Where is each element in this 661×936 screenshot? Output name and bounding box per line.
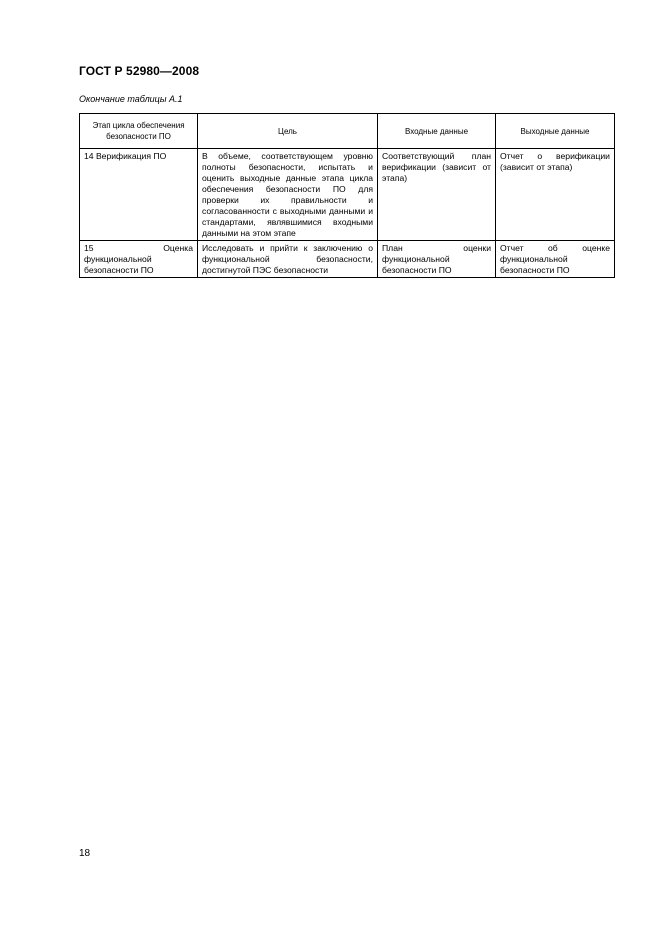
cell-output: Отчет об оценке функциональной безопасности ПО	[496, 241, 615, 278]
table-row	[80, 149, 615, 241]
cell-stage: 15 Оценка функциональной безопасности ПО	[80, 241, 198, 278]
table-row	[80, 241, 615, 278]
document-title: ГОСТ Р 52980—2008	[79, 64, 200, 78]
cell-goal: В объеме, соответствующем уровню полноты безопасности, испытать и оценить выходные данные этапа цикла обеспечения безопасности ПО для проверки их правильности и согласованности с выходными данными и стандартами, являвшимися входными данными на этом этапе	[198, 149, 378, 241]
cell-input: Соответствующий план верификации (зависит от этапа)	[378, 149, 496, 241]
page-number: 18	[79, 848, 91, 859]
table-header-row	[80, 114, 615, 149]
column-header-goal: Цель	[198, 114, 378, 149]
column-header-input: Входные данные	[378, 114, 496, 149]
lifecycle-table	[79, 113, 615, 278]
cell-input: План оценки функциональной безопасности ПО	[378, 241, 496, 278]
column-header-stage: Этап цикла обеспечения безопасности ПО	[80, 114, 198, 149]
cell-output: Отчет о верификации (зависит от этапа)	[496, 149, 615, 241]
column-header-output: Выходные данные	[496, 114, 615, 149]
cell-stage: 14 Верификация ПО	[80, 149, 198, 241]
cell-goal: Исследовать и прийти к заключению о функциональной безопасности, достигнутой ПЭС безопасности	[198, 241, 378, 278]
table-caption: Окончание таблицы А.1	[79, 94, 183, 104]
